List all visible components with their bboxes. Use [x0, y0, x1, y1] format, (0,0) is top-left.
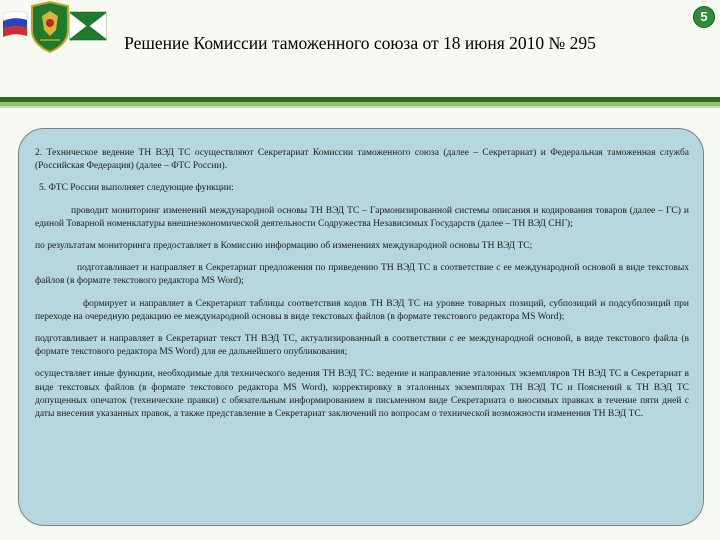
slide-number-badge: 5 — [693, 6, 715, 28]
content-panel — [18, 128, 704, 526]
page-title: Решение Комиссии таможенного союза от 18 июня 2010 № 295 — [124, 33, 596, 53]
function-monitoring: проводит мониторинг изменений международной основы ТН ВЭД ТС – Гармонизированной системы описания и кодирования товаров (далее – ГС) и единой Товарной номенклатуры внешнеэкономической деятельности Содружества Независимых Государств (далее – ТН ВЭД СНГ); — [35, 205, 689, 229]
header-divider — [0, 97, 720, 113]
function-correspondence-tables: формирует и направляет в Секретариат таблицы соответствия кодов ТН ВЭД ТС на уровне товарных позиций, субпозиций и подсубпозиций при переходе на очередную редакцию ее международной основы в виде текстовых файлов (в формате текстового редактора MS Word); — [35, 298, 689, 322]
function-proposals: подготавливает и направляет в Секретариат предложения по приведению ТН ВЭД ТС в соответствие с ее международной основой в виде текстовых файлов (в формате текстового редактора MS Word); — [35, 263, 689, 287]
paragraph-item-2: 2. Техническое ведение ТН ВЭД ТС осуществляют Секретариат Комиссии таможенного союза (далее – Секретариат) и Федеральная таможенная служба (Российская Федерация) (далее – ФТС России). — [35, 148, 689, 172]
function-information: по результатам мониторинга предоставляет в Комиссию информацию об изменениях международной основы ТН ВЭД ТС; — [35, 241, 533, 252]
function-updated-text: подготавливает и направляет в Секретариат текст ТН ВЭД ТС, актуализированный в соответствии с ее международной основой, в виде текстового файла (в формате текстового редактора MS Word) для ее дальнейшего опубликования; — [35, 334, 689, 358]
function-other: осуществляет иные функции, необходимые для технического ведения ТН ВЭД ТС: ведение и направление эталонных экземпляров ТН ВЭД ТС в Секретариат в виде текстовых файлов (в формате текстового редактора MS Word), корректировку в эталонных экземплярах ТН ВЭД ТС и Пояснений к ТН ВЭД ТС допущенных опечаток (технические правки) с обязательным информированием в письменном виде Секретариата о вносимых правках в течение пяти дней с даты внесения указанных правок, а также представление в Секретариат заключений по вопросам о технической возможности изменения ТН ВЭД ТС. — [35, 369, 689, 420]
paragraph-item-5-heading: 5. ФТС России выполняет следующие функции: — [39, 183, 234, 194]
